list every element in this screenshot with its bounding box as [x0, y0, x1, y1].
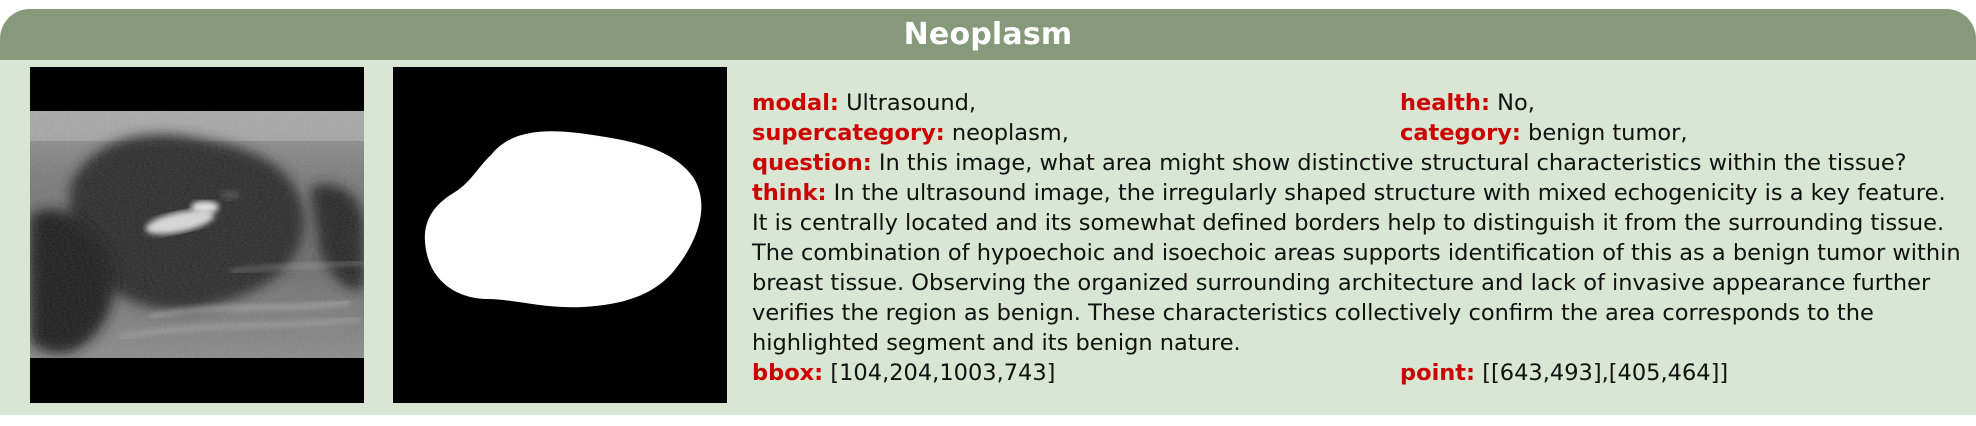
point-value: [[643,493],[405,464]]	[1482, 360, 1729, 386]
field-modal	[752, 90, 976, 116]
mask-graphic	[393, 67, 727, 403]
field-supercategory	[752, 120, 1069, 146]
bbox-key: bbox:	[752, 360, 824, 386]
category-value: benign tumor,	[1528, 120, 1688, 146]
field-health	[1400, 88, 1535, 118]
card-header	[0, 9, 1976, 60]
supercategory-key: supercategory:	[752, 120, 945, 146]
category-key: category:	[1400, 120, 1521, 146]
ultrasound-graphic	[30, 67, 364, 403]
field-question	[752, 148, 1964, 178]
supercategory-value: neoplasm,	[951, 120, 1069, 146]
card-title: Neoplasm	[903, 17, 1073, 52]
health-key: health:	[1400, 90, 1490, 116]
point-key: point:	[1400, 360, 1476, 386]
bbox-value: [104,204,1003,743]	[830, 360, 1056, 386]
field-category	[1400, 118, 1688, 148]
think-key: think:	[752, 180, 827, 206]
annotation-card	[0, 9, 1976, 415]
modal-key: modal:	[752, 90, 839, 116]
field-point	[1400, 358, 1728, 388]
think-value: In the ultrasound image, the irregularly shaped structure with mixed echogenicity is a key feature. It is centrally located and its somewhat defined borders help to distinguish it from the surrounding tissue. The combination of hypoechoic and isoechoic areas supports identification of this as a benign tumor within breast tissue. Observing the organized surrounding architecture and lack of invasive appearance further verifies the region as benign. These characteristics collectively confirm the area corresponds to the highlighted segment and its benign nature.	[752, 180, 1961, 356]
annotation-text	[752, 88, 1964, 388]
row-modal-health	[752, 88, 1964, 118]
health-value: No,	[1497, 90, 1535, 116]
modal-value: Ultrasound,	[846, 90, 977, 116]
mask-image	[393, 67, 727, 403]
row-bbox-point	[752, 358, 1964, 388]
question-key: question:	[752, 150, 872, 176]
question-value: In this image, what area might show distinctive structural characteristics within the tissue?	[878, 150, 1907, 176]
ultrasound-image	[30, 67, 364, 403]
row-category	[752, 118, 1964, 148]
field-think	[752, 178, 1964, 358]
field-bbox	[752, 360, 1055, 386]
